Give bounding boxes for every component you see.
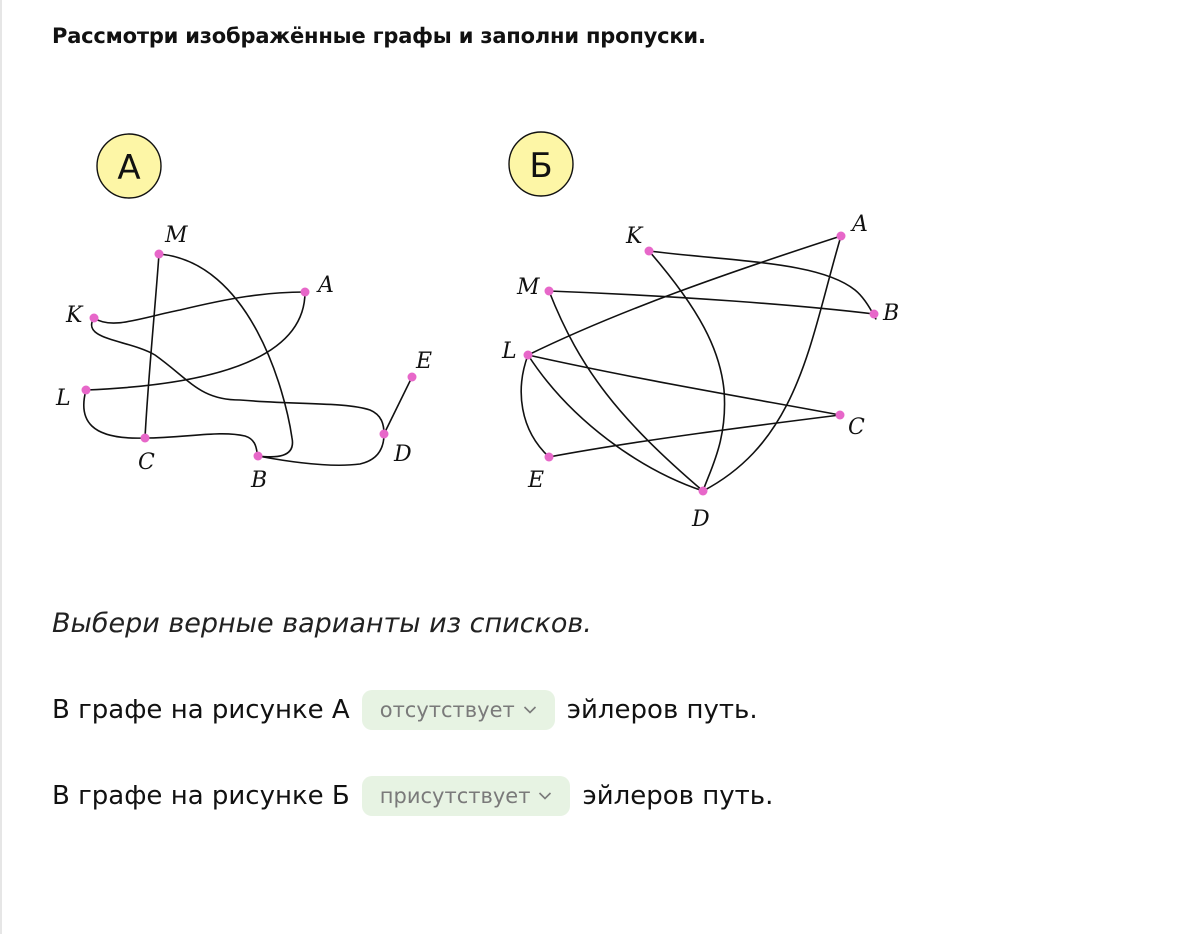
dropdown-b-value: присутствует: [379, 784, 531, 808]
edge-a-b-d: [258, 434, 384, 465]
label-b-m: M: [517, 275, 540, 300]
node-b-a: [837, 232, 846, 241]
label-b-c: C: [848, 415, 865, 440]
label-b-d: D: [692, 507, 710, 532]
node-a-a: [301, 288, 310, 297]
sentence-a-suffix: эйлеров путь.: [566, 695, 758, 725]
graph-b-badge-label: Б: [529, 146, 553, 186]
sentence-b-prefix: В графе на рисунке Б: [52, 781, 350, 811]
label-b-e: E: [528, 468, 545, 493]
sentence-a-prefix: В графе на рисунке А: [52, 695, 350, 725]
label-a-l: L: [56, 386, 71, 411]
label-a-a: A: [318, 273, 334, 298]
node-b-m: [545, 287, 554, 296]
node-a-b: [254, 452, 263, 461]
edge-b-l-e: [521, 355, 549, 457]
edge-a-m-c: [145, 254, 159, 438]
chevron-down-icon: [523, 705, 537, 715]
chevron-down-icon: [538, 791, 552, 801]
node-a-m: [155, 250, 164, 259]
edge-b-k-d: [649, 251, 725, 491]
node-a-l: [82, 386, 91, 395]
task-title: Рассмотри изображённые графы и заполни пропуски.: [52, 24, 706, 48]
label-a-e: E: [416, 349, 433, 374]
label-b-b: B: [883, 301, 900, 326]
node-a-c: [141, 434, 150, 443]
instruction-text: Выбери верные варианты из списков.: [52, 608, 592, 639]
dropdown-a-value: отсутствует: [379, 698, 515, 722]
label-b-l: L: [502, 339, 517, 364]
graph-a: [55, 134, 432, 493]
edge-a-m-b: [159, 254, 292, 457]
dropdown-graph-a[interactable]: [362, 690, 555, 730]
edge-b-k-b: [649, 251, 876, 319]
node-a-k: [90, 314, 99, 323]
sentence-graph-b: [52, 776, 773, 816]
graph-a-badge-label: А: [117, 148, 141, 188]
edge-b-l-c: [528, 355, 840, 415]
graphs-figure: [0, 110, 1000, 550]
node-b-l: [524, 351, 533, 360]
label-b-a: A: [852, 212, 868, 237]
label-a-m: M: [165, 223, 188, 248]
label-a-c: C: [138, 450, 155, 475]
sentence-b-suffix: эйлеров путь.: [582, 781, 774, 811]
edge-b-e-c: [549, 415, 840, 457]
edge-a-d-e: [384, 377, 412, 434]
node-b-b: [870, 310, 879, 319]
node-b-e: [545, 453, 554, 462]
label-a-k: K: [66, 303, 83, 328]
edge-a-c-b: [145, 434, 258, 456]
label-a-d: D: [394, 442, 412, 467]
node-a-d: [380, 430, 389, 439]
dropdown-graph-b[interactable]: [362, 776, 571, 816]
edge-a-k-d: [92, 318, 384, 434]
node-b-d: [699, 487, 708, 496]
edge-a-k-a: [94, 292, 305, 323]
node-b-k: [645, 247, 654, 256]
node-b-c: [836, 411, 845, 420]
label-b-k: K: [626, 224, 643, 249]
edge-b-m-d: [549, 291, 703, 491]
sentence-graph-a: [52, 690, 758, 730]
label-a-b: B: [251, 468, 268, 493]
graph-b: [501, 132, 899, 532]
edge-b-l-d: [528, 355, 703, 491]
edge-a-l-c: [84, 390, 145, 438]
